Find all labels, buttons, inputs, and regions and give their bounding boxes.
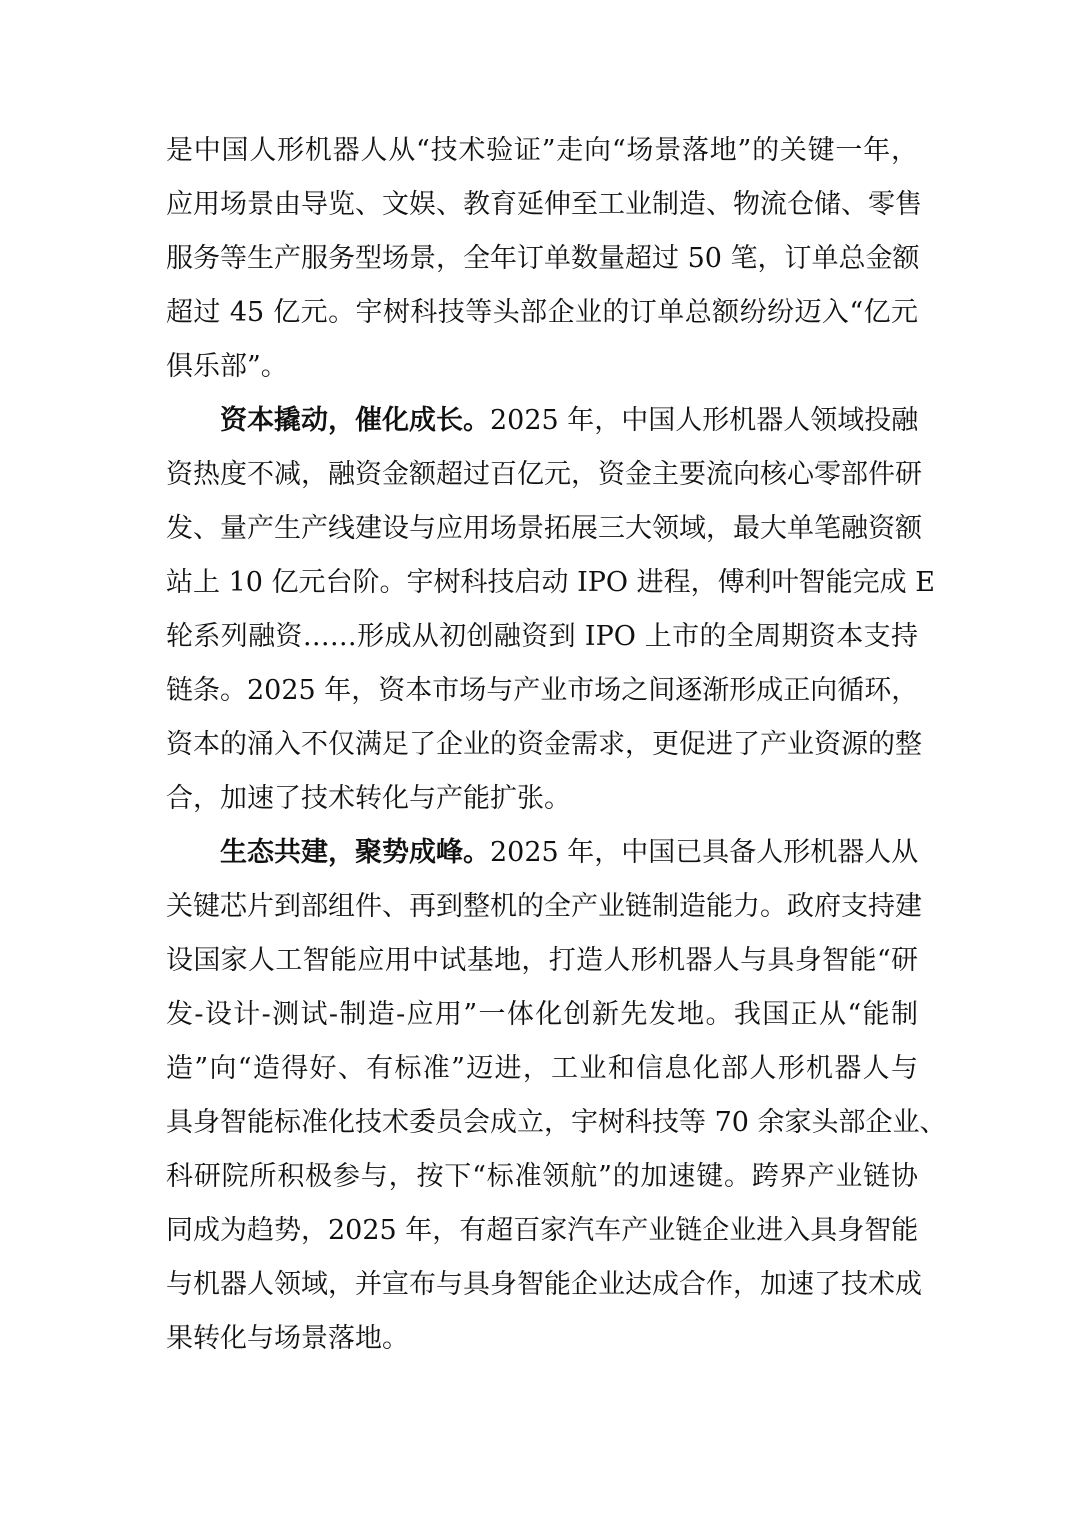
text-line-rest: 2025 年，中国已具备人形机器人从 [490,837,919,868]
text-line: 发-设计-测试-制造-应用”一体化创新先发地。我国正从“能制 [166,999,918,1030]
text-line: 应用场景由导览、文娱、教育延伸至工业制造、物流仓储、零售 [166,189,922,220]
text-line: 关键芯片到部组件、再到整机的全产业链制造能力。政府支持建 [166,891,922,922]
text-line: 超过 45 亿元。宇树科技等头部企业的订单总额纷纷迈入“亿元 [166,297,918,328]
text-line-with-lead [166,826,918,880]
text-line: 发、量产生产线建设与应用场景拓展三大领域，最大单笔融资额 [166,513,922,544]
text-line: 造”向“造得好、有标准”迈进，工业和信息化部人形机器人与 [166,1053,918,1084]
text-line: 具身智能标准化技术委员会成立，宇树科技等 70 余家头部企业、 [166,1107,947,1138]
paragraph-capital [166,394,935,826]
text-line: 科研院所积极参与，按下“标准领航”的加速键。跨界产业链协 [166,1161,918,1192]
text-line-with-lead [166,394,918,448]
text-line: 俱乐部”。 [166,351,288,382]
text-line: 轮系列融资……形成从初创融资到 IPO 上市的全周期资本支持 [166,621,918,652]
text-line: 资本的涌入不仅满足了企业的资金需求，更促进了产业资源的整 [166,729,922,760]
paragraph-order-growth [166,124,922,394]
text-line: 合，加速了技术转化与产能扩张。 [166,783,571,814]
text-line: 设国家人工智能应用中试基地，打造人形机器人与具身智能“研 [166,945,918,976]
text-line: 资热度不减，融资金额超过百亿元，资金主要流向核心零部件研 [166,459,922,490]
text-line: 站上 10 亿元台阶。宇树科技启动 IPO 进程，傅利叶智能完成 E [166,567,935,598]
document-body [166,124,947,1366]
text-line: 果转化与场景落地。 [166,1323,409,1354]
paragraph-ecosystem [166,826,947,1366]
text-line: 链条。2025 年，资本市场与产业市场之间逐渐形成正向循环， [166,675,919,706]
paragraph-lead-heading: 生态共建，聚势成峰。 [220,837,490,868]
text-line: 与机器人领域，并宣布与具身智能企业达成合作，加速了技术成 [166,1269,922,1300]
text-line: 是中国人形机器人从“技术验证”走向“场景落地”的关键一年， [166,135,918,166]
text-line: 同成为趋势，2025 年，有超百家汽车产业链企业进入具身智能 [166,1215,919,1246]
text-line-rest: 2025 年，中国人形机器人领域投融 [490,405,919,436]
text-line: 服务等生产服务型场景，全年订单数量超过 50 笔，订单总金额 [166,243,920,274]
paragraph-lead-heading: 资本撬动，催化成长。 [220,405,490,436]
